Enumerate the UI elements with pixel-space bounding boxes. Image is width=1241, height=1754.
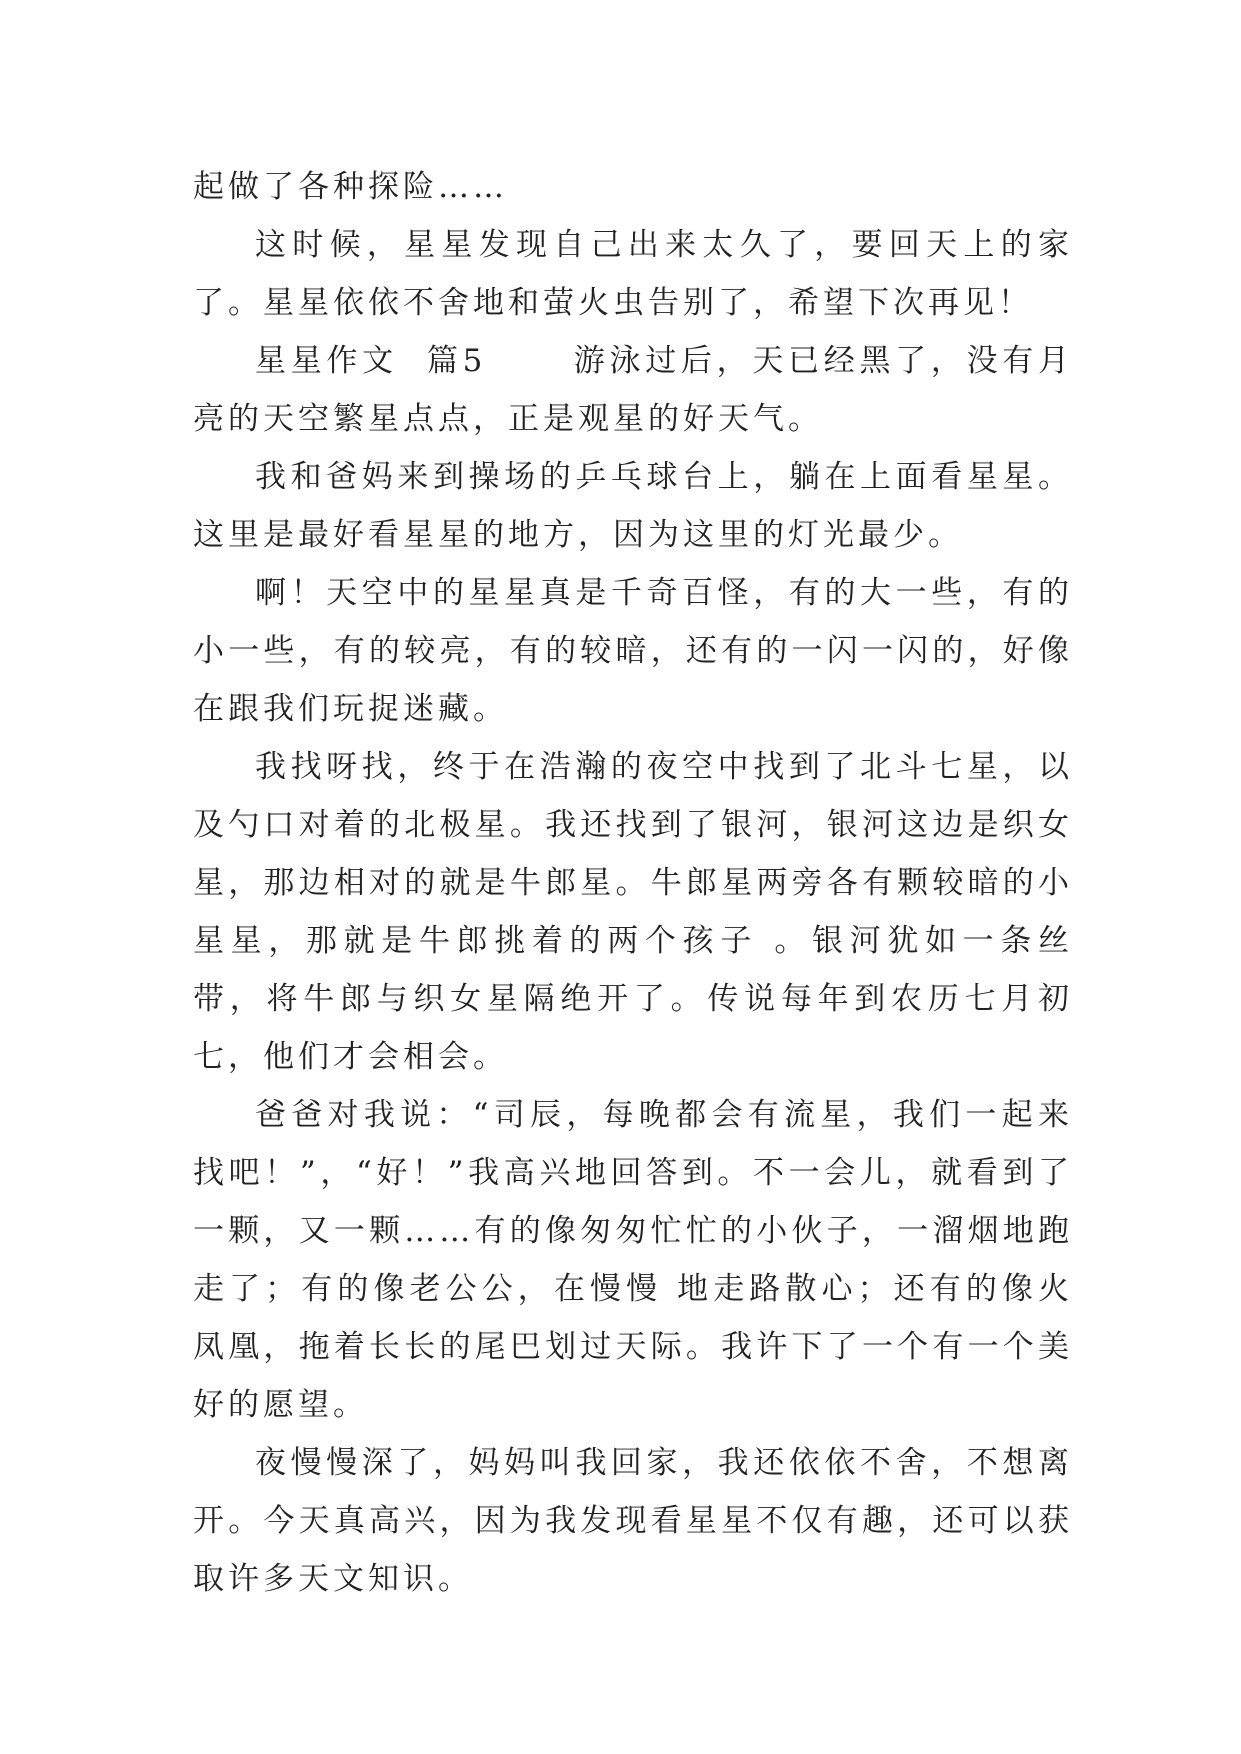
paragraph: 啊！天空中的星星真是千奇百怪，有的大一些，有的小一些，有的较亮，有的较暗，还有的一闪一闪的，好像在跟我们玩捉迷藏。 (193, 575, 1073, 727)
paragraph: 夜慢慢深了，妈妈叫我回家，我还依依不舍，不想离开。今天真高兴，因为我发现看星星不仅有趣，还可以获取许多天文知识。 (193, 1445, 1073, 1597)
paragraph: 爸爸对我说：“司辰，每晚都会有流星，我们一起来找吧！”，“好！”我高兴地回答到。不一会儿，就看到了一颗，又一颗……有的像匆匆忙忙的小伙子，一溜烟地跑走了；有的像老公公，在慢慢 地走路散心；还有的像火凤凰，拖着长长的尾巴划过天际。我许下了一个有一个美好的愿望。 (193, 1097, 1073, 1423)
paragraph: 我和爸妈来到操场的乒乓球台上，躺在上面看星星。这里是最好看星星的地方，因为这里的灯光最少。 (193, 459, 1073, 553)
paragraph: 我找呀找，终于在浩瀚的夜空中找到了北斗七星，以及勺口对着的北极星。我还找到了银河，银河这边是织女星，那边相对的就是牛郎星。牛郎星两旁各有颗较暗的小星星，那就是牛郎挑着的两个孩子 。银河犹如一条丝带，将牛郎与织女星隔绝开了。传说每年到农历七月初七，他们才会相会。 (193, 749, 1073, 1075)
document-body (193, 158, 1073, 1608)
paragraph-continuation: 起做了各种探险…… (193, 169, 508, 205)
paragraph: 这时候，星星发现自己出来太久了，要回天上的家了。星星依依不舍地和萤火虫告别了，希望下次再见！ (193, 227, 1073, 321)
paragraph-section-heading: 星星作文 篇5 游泳过后，天已经黑了，没有月亮的天空繁星点点，正是观星的好天气。 (193, 343, 1073, 437)
